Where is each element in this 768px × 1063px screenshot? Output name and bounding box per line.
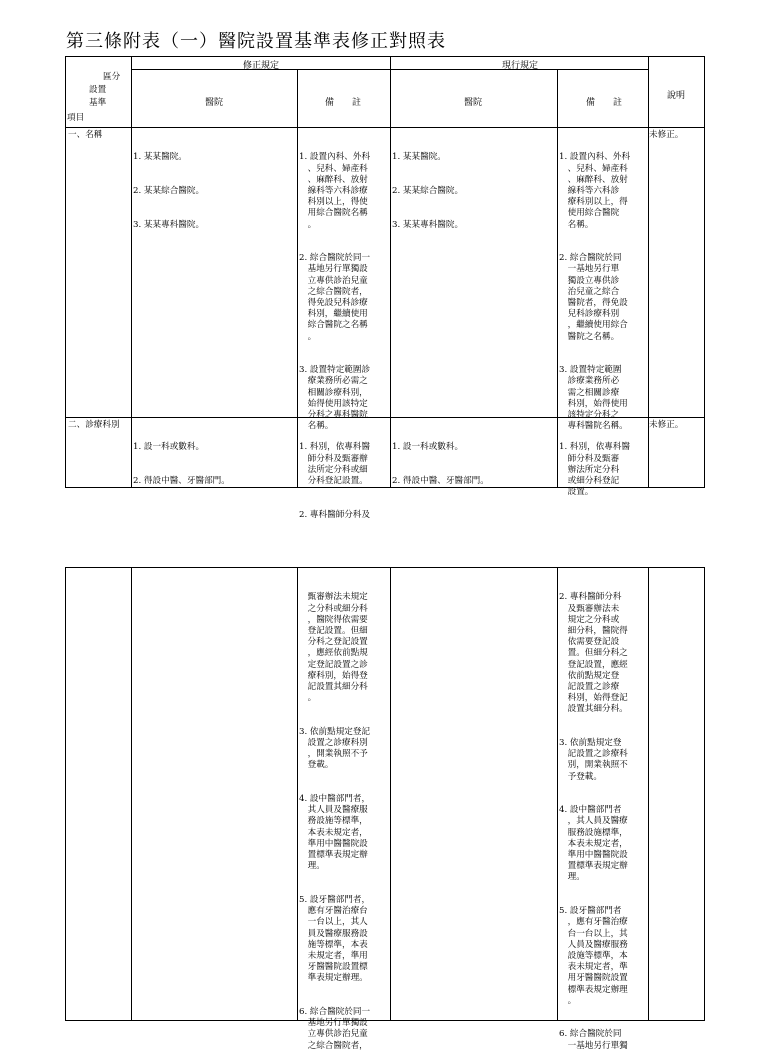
explain-text: 未修正。: [649, 420, 684, 430]
col-header-remarks-revised: 備 註: [325, 98, 362, 108]
col-header-explain: 說明: [667, 91, 686, 101]
list-item: 4. 設中醫部門者， 其人員及醫療服 務設施等標準， 本表未規定者， 準用中醫醫院設 置標準表規定辦 理。: [299, 794, 371, 872]
list-item: 1. 設置內科、外科 、兒科、婦產科 、麻醉科、放射 線科等六科診療 科別以上，得使 用綜合醫院名稱 。: [299, 152, 371, 230]
grid-line: [557, 567, 558, 1021]
grid-line: [131, 56, 132, 488]
row-item-label: 一、名稱: [68, 130, 103, 140]
grid-line: [297, 567, 298, 1021]
rev-hospital-list: [133, 420, 230, 498]
rev-hospital-list: [133, 130, 204, 242]
col-header-remarks-current: 備 註: [586, 98, 623, 108]
list-item: 3. 設置特定範圍 診療業務所必 需之相關診療 科別，始得使用 該特定分科之 專科醫院名稱。: [559, 365, 628, 432]
list-item: 3. 設置特定範圍診 療業務所必需之 相關診療科別， 始得使用該特定 分科之專科醫院 名稱。: [299, 365, 371, 432]
list-item: 2. 專科醫師分科 及甄審辦法未 規定之分科或 細分科，醫院得 依需要登記設 置。但細分科之 登記設置，應經 依前點規定登 記設置之診療 科別，始得登記 設置其細分科。: [559, 592, 628, 715]
corner-label: 基準: [89, 98, 107, 108]
cur-hospital-list: [392, 130, 463, 242]
list-item: 5. 設牙醫部門者 ，應有牙醫治療 台一台以上，其 人員及醫療服務 設施等標準，本 表未規定者，準 用牙醫醫院設置 標準表規定辦理 。: [559, 906, 628, 1006]
list-item: 3. 某某專科醫院。: [392, 219, 464, 230]
list-item: 3. 某某專科醫院。: [133, 219, 205, 230]
col-header-hospital-revised: 醫院: [205, 98, 224, 108]
cur-hospital-list: [392, 420, 489, 498]
group-header-current: 現行規定: [502, 61, 539, 71]
grid-line: [390, 567, 391, 1021]
rev-remarks-list: [299, 130, 370, 444]
grid-line: [65, 127, 705, 128]
list-item: 1. 設置內科、外科 、兒科、婦產科 、麻醉科、放射 線科等六科診 療科別以上，得 使用綜合醫院 名稱。: [559, 152, 631, 230]
grid-line: [131, 567, 132, 1021]
cur-remarks-list: [559, 420, 630, 510]
list-item: 1. 設一科或數科。: [392, 442, 464, 453]
list-item: 4. 設中醫部門者 ，其人員及醫療 服務設施標準， 本表未規定者， 準用中醫醫院設 置標準表規定辦 理。: [559, 805, 628, 883]
list-item: 2. 綜合醫院於同一 基地另行單獨設 立專供診治兒童 之綜合醫院者， 得免設兒科診療 科別，繼續使用 綜合醫院之名稱 。: [299, 253, 371, 342]
list-item: 1. 某某醫院。: [133, 152, 187, 163]
cur-remarks-list: [559, 130, 630, 444]
col-header-hospital-current: 醫院: [464, 98, 483, 108]
list-item: 1. 科別，依專科醫 師分科及甄審辦 法所定分科或細 分科登記設置。: [299, 442, 371, 487]
corner-label: 項目: [67, 113, 85, 123]
list-item: 2. 某某綜合醫院。: [392, 186, 464, 197]
list-item: 3. 依前點規定登記 設置之診療科別 ，開業執照不予 登載。: [299, 726, 371, 771]
rev-remarks-continued: [299, 570, 370, 1063]
grid-line: [557, 69, 558, 488]
list-item: 6. 綜合醫院於同一 基地另行單獨設 立專供診治兒童 之綜合醫院者，: [299, 1006, 371, 1051]
list-item: 2. 專科醫師分科及: [299, 509, 371, 520]
list-item: 5. 設牙醫部門者， 應有牙醫治療台 一台以上，其人 員及醫療服務設 施等標準，本表 未規定者，準用 牙醫醫院設置標 準表規定辦理。: [299, 894, 371, 984]
cur-remarks-continued: [559, 570, 628, 1063]
list-item: 1. 科別，依專科醫 師分科及甄審 辦法所定分科 或細分科登記 設置。: [559, 442, 631, 498]
document-title: 第三條附表（一）醫院設置基準表修正對照表: [66, 31, 446, 52]
row-item-label: 二、診療科別: [68, 420, 120, 430]
rev-remarks-list: [299, 420, 370, 532]
list-item: 1. 設一科或數科。: [133, 442, 205, 453]
explain-text: 未修正。: [649, 130, 684, 140]
list-item: 6. 綜合醫院於同 一基地另行單獨: [559, 1029, 628, 1051]
corner-label: 設置: [89, 85, 107, 95]
corner-label: 區分: [103, 72, 121, 82]
list-item: 2. 綜合醫院於同 一基地另行單 獨設立專供診 治兒童之綜合 醫院者，得免設 兒科診療科別 ，繼續使用綜合 醫院之名稱。: [559, 253, 628, 342]
grid-line: [131, 69, 648, 70]
grid-line: [297, 69, 298, 488]
list-item: 甄審辦法未規定 之分科或細分科 ，醫院得依需要 登記設置。但細 分科之登記設置 ，應經依前點規 定登記設置之診 療科別，始得登 記設置其細分科 。: [307, 592, 368, 704]
list-item: 2. 得設中醫、牙醫部門。: [133, 476, 230, 487]
list-item: 1. 某某醫院。: [392, 152, 446, 163]
list-item: 2. 某某綜合醫院。: [133, 186, 205, 197]
grid-line: [648, 567, 649, 1021]
list-item: 3. 依前點規定登 記設置之診療科 別，開業執照不 予登載。: [559, 738, 628, 782]
grid-line: [390, 56, 391, 488]
group-header-revised: 修正規定: [243, 61, 280, 71]
list-item: 2. 得設中醫、牙醫部門。: [392, 476, 489, 487]
